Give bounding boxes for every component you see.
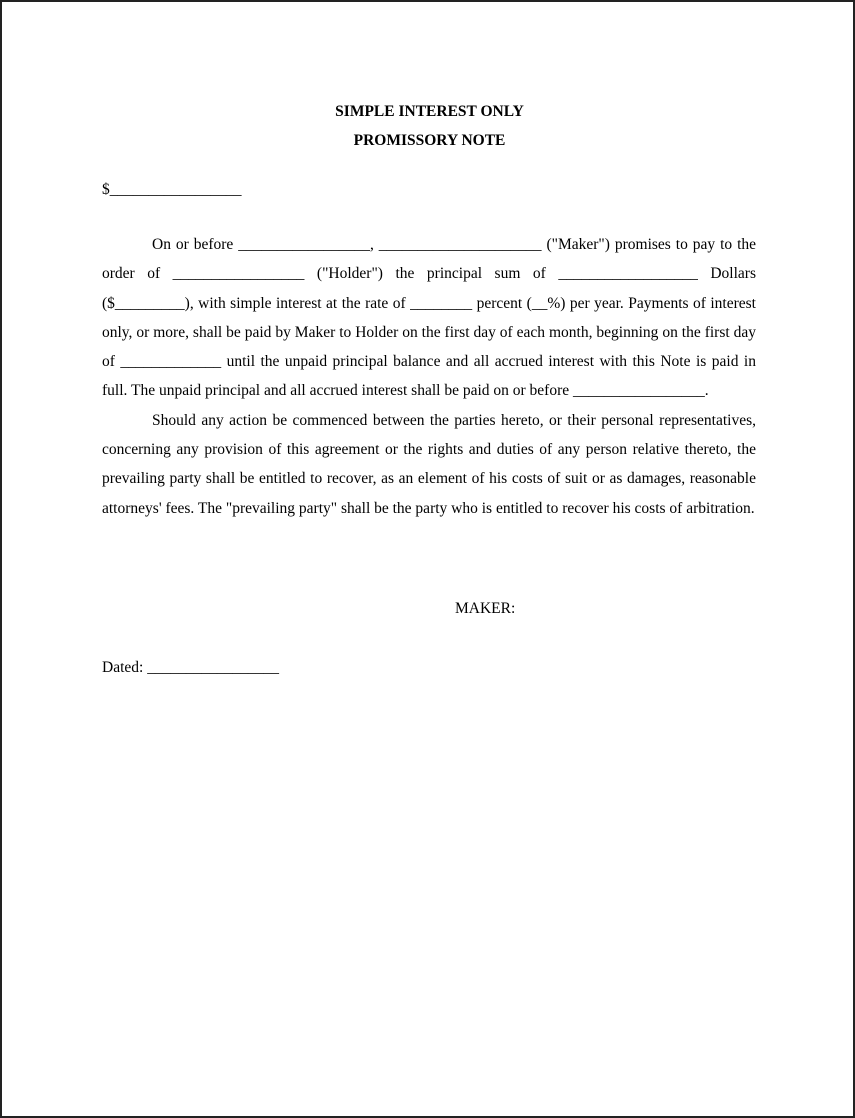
dated-line: Dated: _________________ [102,659,279,676]
note-body [102,230,756,523]
document-title-line-2: PROMISSORY NOTE [353,132,506,149]
attorneys-fees-paragraph: Should any action be commenced between the parties hereto, or their personal representatives, concerning any provision of this agreement or the rights and duties of any person relative thereto, the prevailing party shall be entitled to recover, as an element of his costs of suit or as damages, reasonable attorneys' fees. The "prevailing party" shall be the party who is entitled to recover his costs of arbitration. [102,411,756,517]
maker-signature-label: MAKER: [455,600,516,617]
amount-field-line: $_________________ [102,181,242,198]
terms-paragraph: On or before _________________, _____________________ ("Maker") promises to pay to the order of _________________ ("Holder") the principal sum of __________________ Dollars ($_________), with simple interest at the rate of ________ percent (__%) per year. Payments of interest only, or more, shall be paid by Maker to Holder on the first day of each month, beginning on the first day of _____________ until the unpaid principal balance and all accrued interest with this Note is paid in full. The unpaid principal and all accrued interest shall be paid on or before _________________. [102,236,756,400]
document-title-line-1: SIMPLE INTEREST ONLY [335,103,524,120]
